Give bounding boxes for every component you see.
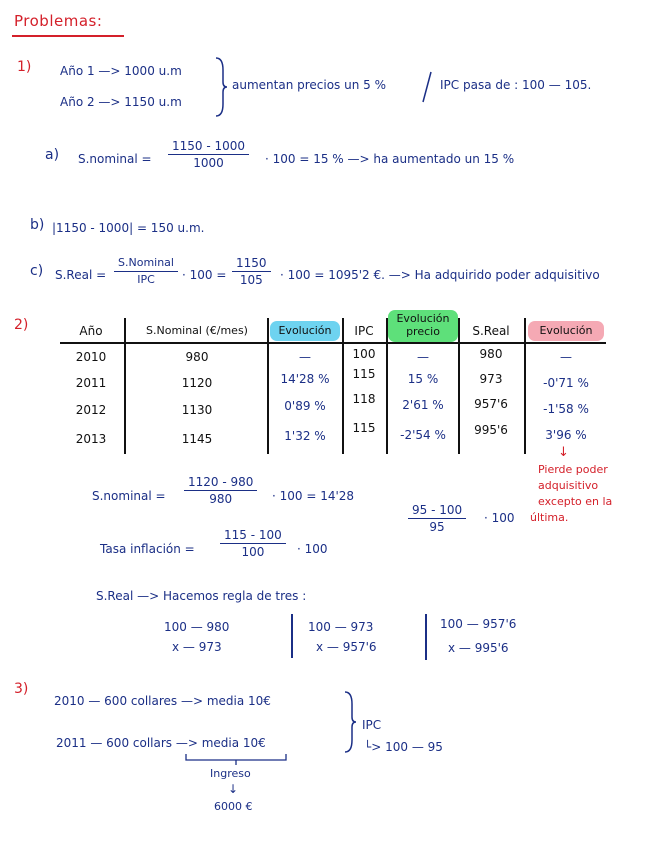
cell-snominal: 1120 — [181, 376, 213, 390]
rule-divider — [425, 614, 427, 660]
p1-b-label: b) — [30, 217, 45, 233]
p1-c-numerator-1: S.Nominal — [114, 255, 178, 272]
cell-evolucion-1: 14'28 % — [280, 372, 330, 386]
p1-a-fraction — [168, 138, 249, 171]
cell-ano: 2011 — [75, 376, 107, 390]
cell-evolucion-1: — — [299, 350, 311, 364]
p1-ipc: IPC pasa de : 100 — 105. — [440, 78, 592, 92]
problem-3-number: 3) — [14, 681, 29, 697]
p1-a-denominator: 1000 — [193, 156, 224, 170]
col-header-ano: Año — [79, 324, 103, 338]
p1-brace-icon — [213, 56, 229, 118]
p1-slash-icon — [420, 70, 434, 104]
p3-line-1: 2010 — 600 collares —> media 10€ — [54, 694, 271, 708]
p2-side-fraction — [408, 502, 466, 535]
p2-snominal-numerator: 1120 - 980 — [184, 474, 257, 491]
p2-tasa-result: · 100 — [297, 542, 328, 556]
col-header-evolucion-precio: Evolución precio — [396, 312, 450, 338]
red-note-line: excepto en la — [538, 495, 613, 508]
p2-rule-2-line-1: 100 — 973 — [308, 620, 374, 634]
p1-c-fraction-2 — [232, 255, 271, 288]
p2-tasa-numerator: 115 - 100 — [220, 527, 286, 544]
rule-divider — [291, 614, 293, 658]
problem-1-number: 1) — [17, 59, 32, 75]
p2-tasa-lhs: Tasa inflación = — [100, 542, 195, 556]
table-col-divider — [524, 318, 526, 454]
cell-evolucion-precio: 15 % — [407, 372, 439, 386]
p3-line-2: 2011 — 600 collars —> media 10€ — [56, 736, 266, 750]
problem-2-number: 2) — [14, 317, 29, 333]
p2-rule-3-line-2: x — 995'6 — [448, 641, 509, 655]
title-underline — [12, 35, 124, 37]
cell-sreal: 973 — [479, 372, 503, 386]
red-note-line: última. — [530, 511, 569, 524]
cell-ipc: 118 — [352, 392, 376, 406]
red-note-line: adquisitivo — [538, 479, 599, 492]
p1-c-mid: · 100 = — [182, 268, 227, 282]
cell-evolucion-3: -0'71 % — [543, 376, 589, 390]
p1-c-numerator-2: 1150 — [232, 255, 271, 272]
cell-evolucion-3: — — [560, 350, 572, 364]
cell-snominal: 980 — [185, 350, 209, 364]
cell-ipc: 115 — [352, 367, 376, 381]
cell-sreal: 957'6 — [474, 397, 508, 411]
p2-tasa-denominator: 100 — [241, 545, 265, 559]
p1-a-numerator: 1150 - 1000 — [168, 138, 249, 155]
col-header-ipc: IPC — [354, 324, 374, 338]
cell-evolucion-3: 3'96 % — [545, 428, 587, 442]
cell-ano: 2012 — [75, 403, 107, 417]
col-header-sreal: S.Real — [472, 324, 510, 338]
p2-sreal-title: S.Real —> Hacemos regla de tres : — [96, 589, 307, 603]
p2-side-denominator: 95 — [429, 520, 445, 534]
p1-c-denominator-2: 105 — [239, 273, 263, 287]
cell-evolucion-1: 0'89 % — [284, 399, 326, 413]
p1-b-text: |1150 - 1000| = 150 u.m. — [52, 221, 205, 235]
underbrace-icon — [184, 752, 288, 766]
p3-total: 6000 € — [214, 800, 253, 813]
cell-evolucion-precio: — — [417, 350, 429, 364]
cell-evolucion-1: 1'32 % — [284, 429, 326, 443]
red-arrow-icon: ↓ — [558, 445, 569, 460]
p1-c-result: · 100 = 1095'2 €. —> Ha adquirido poder adquisitivo — [280, 268, 600, 282]
p2-snominal-denominator: 980 — [209, 492, 233, 506]
p2-snominal-lhs: S.nominal = — [92, 489, 166, 503]
cell-ipc: 100 — [352, 347, 376, 361]
cell-snominal: 1130 — [181, 403, 213, 417]
p3-ipc-label: IPC — [362, 718, 382, 732]
p1-line-2: Año 2 —> 1150 u.m — [60, 95, 182, 109]
cell-ano: 2010 — [75, 350, 107, 364]
table-col-divider — [386, 318, 388, 454]
p3-brace-icon — [342, 690, 358, 754]
p2-rule-2-line-2: x — 957'6 — [316, 640, 377, 654]
cell-ano: 2013 — [75, 432, 107, 446]
cell-ipc: 115 — [352, 421, 376, 435]
p2-rule-1-line-2: x — 973 — [172, 640, 222, 654]
cell-sreal: 980 — [479, 347, 503, 361]
p1-a-label: a) — [45, 147, 60, 163]
p1-a-lhs: S.nominal = — [78, 152, 152, 166]
p1-c-lhs: S.Real = — [55, 268, 107, 282]
p2-tasa-fraction — [220, 527, 286, 560]
p3-ingreso: Ingreso — [210, 767, 251, 780]
table-col-divider — [267, 318, 269, 454]
p1-line-1: Año 1 —> 1000 u.m — [60, 64, 182, 78]
col-header-evolucion-1: Evolución — [278, 324, 332, 337]
p1-a-result: · 100 = 15 % —> ha aumentado un 15 % — [265, 152, 515, 166]
cell-snominal: 1145 — [181, 432, 213, 446]
table-col-divider — [124, 318, 126, 454]
p1-c-fraction-1 — [114, 255, 178, 288]
p2-side-numerator: 95 - 100 — [408, 502, 466, 519]
red-note-line: Pierde poder — [538, 463, 608, 476]
p2-rule-3-line-1: 100 — 957'6 — [440, 617, 517, 631]
cell-evolucion-precio: 2'61 % — [402, 398, 444, 412]
p2-rule-1-line-1: 100 — 980 — [164, 620, 230, 634]
p2-side-result: · 100 — [484, 511, 515, 525]
p1-note: aumentan precios un 5 % — [232, 78, 387, 92]
page-title: Problemas: — [14, 12, 103, 30]
p1-c-denominator-1: IPC — [137, 273, 155, 286]
col-header-evolucion-3: Evolución — [539, 324, 593, 337]
p1-c-label: c) — [30, 263, 44, 279]
p2-snominal-fraction — [184, 474, 257, 507]
p3-ipc-range: └> 100 — 95 — [364, 740, 443, 754]
col-header-snominal: S.Nominal (€/mes) — [146, 324, 248, 337]
p3-down-arrow-icon: ↓ — [228, 782, 239, 796]
cell-evolucion-3: -1'58 % — [543, 402, 589, 416]
red-note — [530, 462, 613, 526]
cell-sreal: 995'6 — [474, 423, 508, 437]
cell-evolucion-precio: -2'54 % — [400, 428, 446, 442]
p2-snominal-result: · 100 = 14'28 — [272, 489, 355, 503]
